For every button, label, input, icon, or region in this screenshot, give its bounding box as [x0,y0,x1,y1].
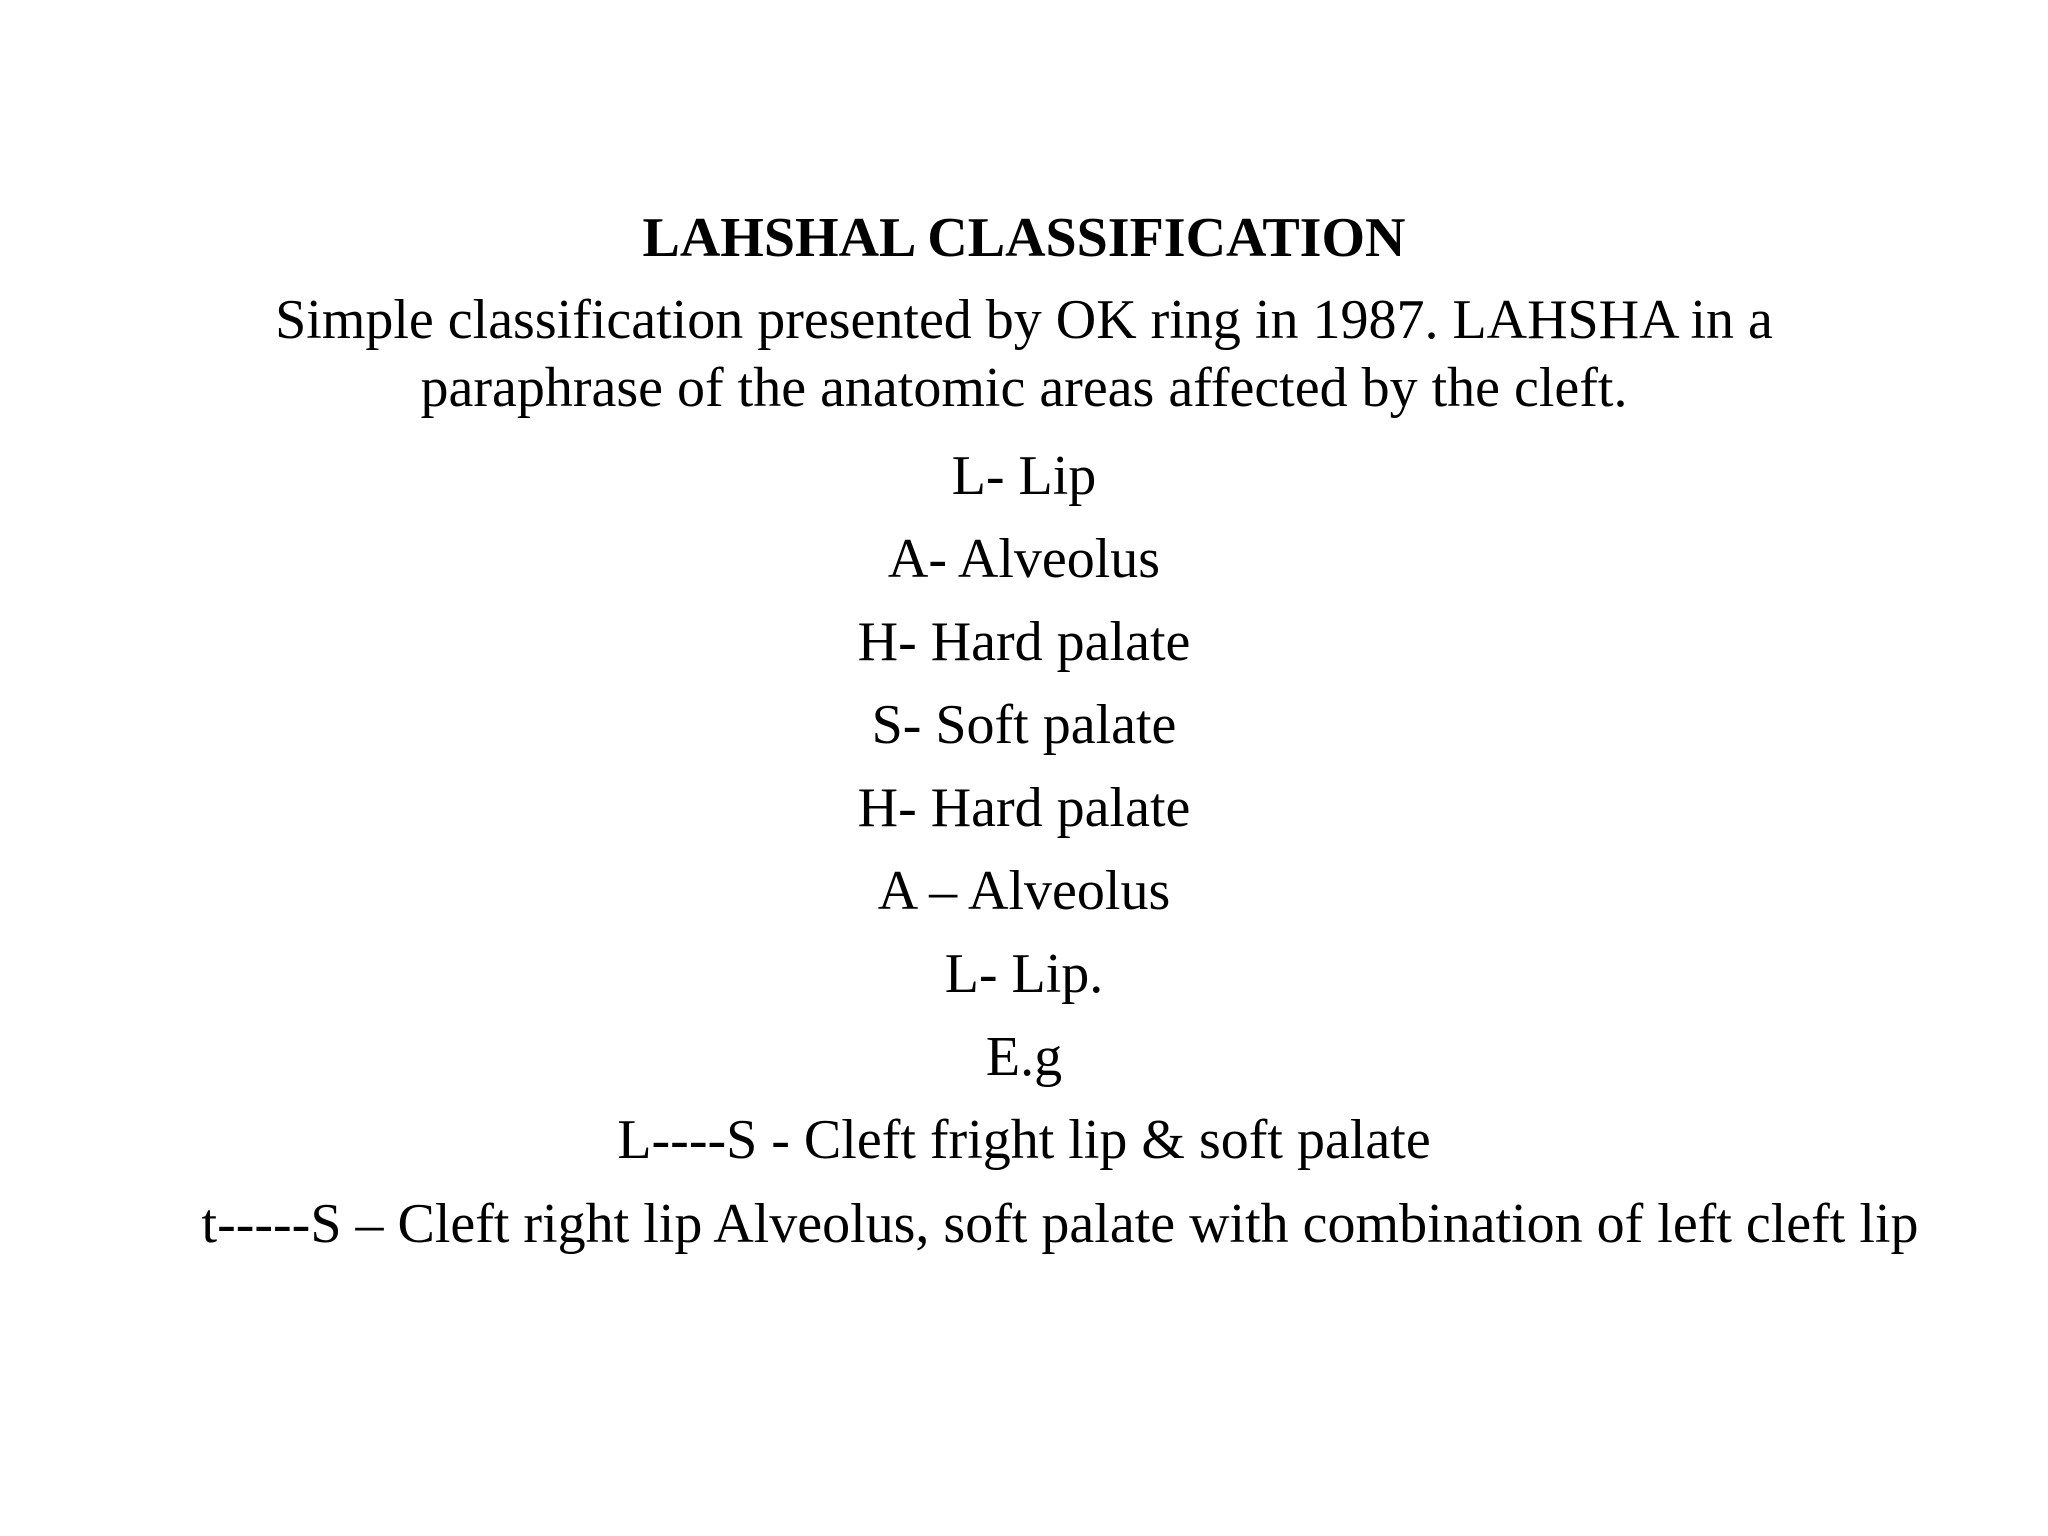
item-hard-palate: H- Hard palate [857,611,1191,673]
example-1: L----S - Cleft fright lip & soft palate [617,1109,1431,1171]
example-2: t-----S – Cleft right lip Alveolus, soft palate with combination of left cleft lip [201,1193,1919,1255]
item-lip: L- Lip [951,445,1097,507]
item-lip-2: L- Lip. [944,943,1104,1005]
item-soft-palate: S- Soft palate [871,694,1177,756]
intro-paragraph: Simple classification presented by OK ring in 1987. LAHSHA in a paraphrase of the anatomic areas affected by the cleft. [275,289,1773,419]
item-alveolus-2: A – Alveolus [877,860,1171,922]
item-alveolus: A- Alveolus [887,528,1161,590]
slide-title: LAHSHAL CLASSIFICATION [642,207,1406,269]
item-hard-palate-2: H- Hard palate [857,777,1191,839]
example-label: E.g [985,1026,1063,1088]
